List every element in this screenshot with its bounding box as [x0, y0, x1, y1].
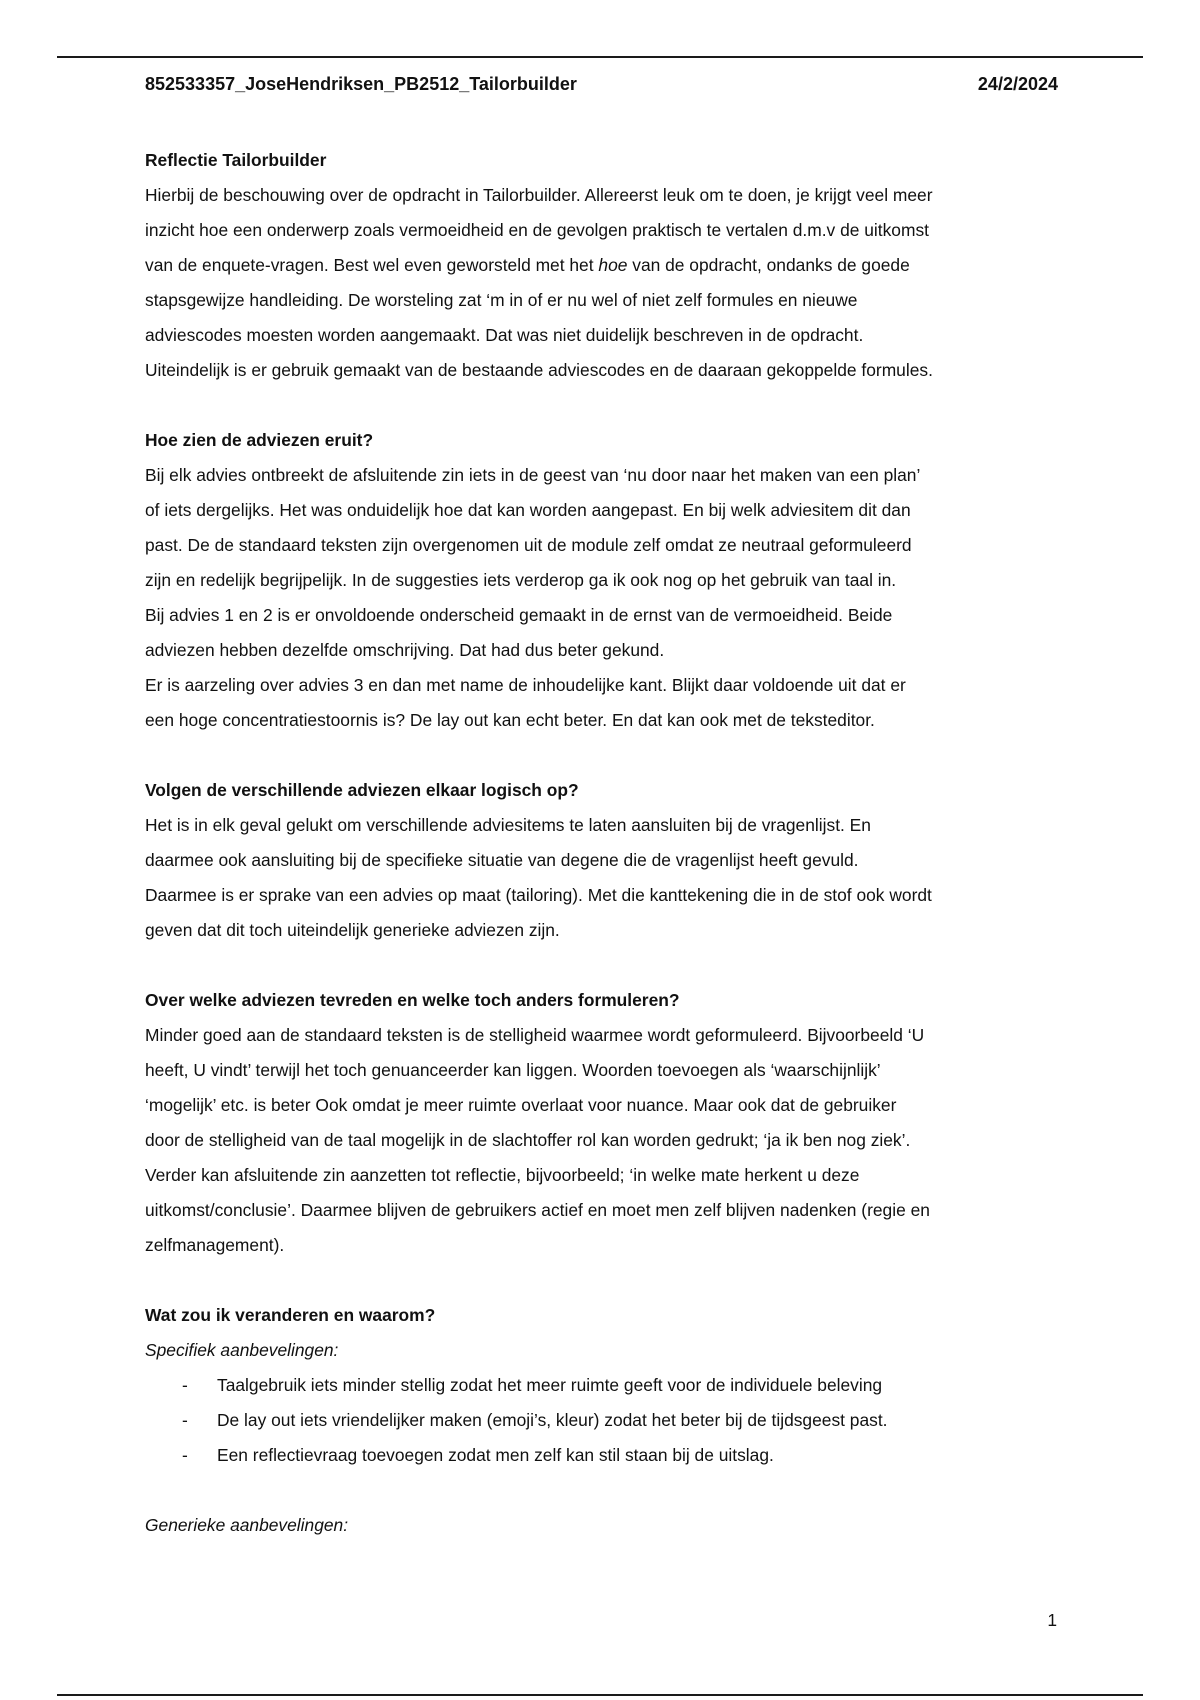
bullet-dash: - [182, 1445, 188, 1465]
spacer [145, 738, 1075, 773]
document-id: 852533357_JoseHendriksen_PB2512_Tailorbuilder [145, 74, 577, 94]
paragraph-line: Bij advies 1 en 2 is er onvoldoende onderscheid gemaakt in de ernst van de vermoeidheid. Beide [145, 605, 893, 625]
document-date: 24/2/2024 [977, 74, 1058, 94]
paragraph-line: of iets dergelijks. Het was onduidelijk hoe dat kan worden aangepast. En bij welk adviesitem dit dan [145, 500, 911, 520]
paragraph-line: door de stelligheid van de taal mogelijk in de slachtoffer rol kan worden gedrukt; ‘ja ik ben nog ziek’. [145, 1130, 911, 1150]
list-item-text: Een reflectievraag toevoegen zodat men zelf kan stil staan bij de uitslag. [217, 1445, 774, 1465]
paragraph-line: stapsgewijze handleiding. De worsteling zat ‘m in of er nu wel of niet zelf formules en nieuwe [145, 290, 858, 310]
list-item-text: Taalgebruik iets minder stellig zodat het meer ruimte geeft voor de individuele beleving [217, 1375, 883, 1395]
section-heading-adviezen: Hoe zien de adviezen eruit? [145, 430, 374, 450]
section-heading-tevreden: Over welke adviezen tevreden en welke toch anders formuleren? [145, 990, 680, 1010]
paragraph-line: zelfmanagement). [145, 1235, 285, 1255]
list-item [145, 1438, 1075, 1473]
bullet-dash: - [182, 1410, 188, 1430]
paragraph-line: past. De de standaard teksten zijn overgenomen uit de module zelf omdat ze neutraal geformuleerd [145, 535, 912, 555]
paragraph-line: zijn en redelijk begrijpelijk. In de suggesties iets verderop ga ik ook nog op het gebruik van taal in. [145, 570, 897, 590]
spacer [145, 1263, 1075, 1298]
paragraph-line: uitkomst/conclusie’. Daarmee blijven de gebruikers actief en moet men zelf blijven nadenken (regie en [145, 1200, 930, 1220]
list-item [145, 1403, 1075, 1438]
list-item-text: De lay out iets vriendelijker maken (emoji’s, kleur) zodat het beter bij de tijdsgeest past. [217, 1410, 888, 1430]
paragraph-line: Minder goed aan de standaard teksten is de stelligheid waarmee wordt geformuleerd. Bijvoorbeeld ‘U [145, 1025, 925, 1045]
paragraph-line: heeft, U vindt’ terwijl het toch genuanceerder kan liggen. Woorden toevoegen als ‘waarschijnlijk’ [145, 1060, 881, 1080]
recommendation-list [145, 1368, 1075, 1473]
page-header [145, 72, 1058, 96]
paragraph-line: een hoge concentratiestoornis is? De lay out kan echt beter. En dat kan ook met de teksteditor. [145, 710, 875, 730]
document-body [145, 143, 1075, 1543]
section-heading-veranderen: Wat zou ik veranderen en waarom? [145, 1305, 436, 1325]
paragraph-line: Daarmee is er sprake van een advies op maat (tailoring). Met die kanttekening die in de stof ook wordt [145, 885, 932, 905]
paragraph-line: Er is aarzeling over advies 3 en dan met name de inhoudelijke kant. Blijkt daar voldoende uit dat er [145, 675, 906, 695]
footer-rule [57, 1694, 1143, 1696]
header-rule [57, 56, 1143, 58]
section-heading-logisch: Volgen de verschillende adviezen elkaar logisch op? [145, 780, 579, 800]
subheading-specifiek: Specifiek aanbevelingen: [145, 1340, 339, 1360]
bullet-dash: - [182, 1375, 188, 1395]
paragraph-line: inzicht hoe een onderwerp zoals vermoeidheid en de gevolgen praktisch te vertalen d.m.v de uitkomst [145, 220, 929, 240]
spacer [145, 388, 1075, 423]
paragraph-line: ‘mogelijk’ etc. is beter Ook omdat je meer ruimte overlaat voor nuance. Maar ook dat de gebruiker [145, 1095, 897, 1115]
paragraph-line: adviezen hebben dezelfde omschrijving. Dat had dus beter gekund. [145, 640, 665, 660]
paragraph-line: Het is in elk geval gelukt om verschillende adviesitems te laten aansluiten bij de vragenlijst. En [145, 815, 871, 835]
paragraph-line: Bij elk advies ontbreekt de afsluitende zin iets in de geest van ‘nu door naar het maken van een plan’ [145, 465, 921, 485]
paragraph-line: geven dat dit toch uiteindelijk generieke adviezen zijn. [145, 920, 560, 940]
paragraph-line: Verder kan afsluitende zin aanzetten tot reflectie, bijvoorbeeld; ‘in welke mate herkent u deze [145, 1165, 860, 1185]
document-title: Reflectie Tailorbuilder [145, 150, 327, 170]
paragraph-line: Uiteindelijk is er gebruik gemaakt van de bestaande adviescodes en de daaraan gekoppelde formules. [145, 360, 933, 380]
text-segment: van de opdracht, ondanks de goede [627, 255, 910, 275]
paragraph-line: Hierbij de beschouwing over de opdracht in Tailorbuilder. Allereerst leuk om te doen, je krijgt veel meer [145, 185, 933, 205]
list-item [145, 1368, 1075, 1403]
paragraph-line-with-emphasis [145, 248, 1075, 283]
spacer [145, 948, 1075, 983]
paragraph-line: daarmee ook aansluiting bij de specifieke situatie van degene die de vragenlijst heeft gevuld. [145, 850, 859, 870]
page-number: 1 [1047, 1610, 1057, 1630]
subheading-generiek: Generieke aanbevelingen: [145, 1515, 349, 1535]
emphasis-hoe: hoe [598, 255, 628, 275]
text-segment: van de enquete-vragen. Best wel even geworsteld met het [145, 255, 599, 275]
paragraph-line: adviescodes moesten worden aangemaakt. Dat was niet duidelijk beschreven in de opdracht. [145, 325, 864, 345]
spacer [145, 1473, 1075, 1508]
